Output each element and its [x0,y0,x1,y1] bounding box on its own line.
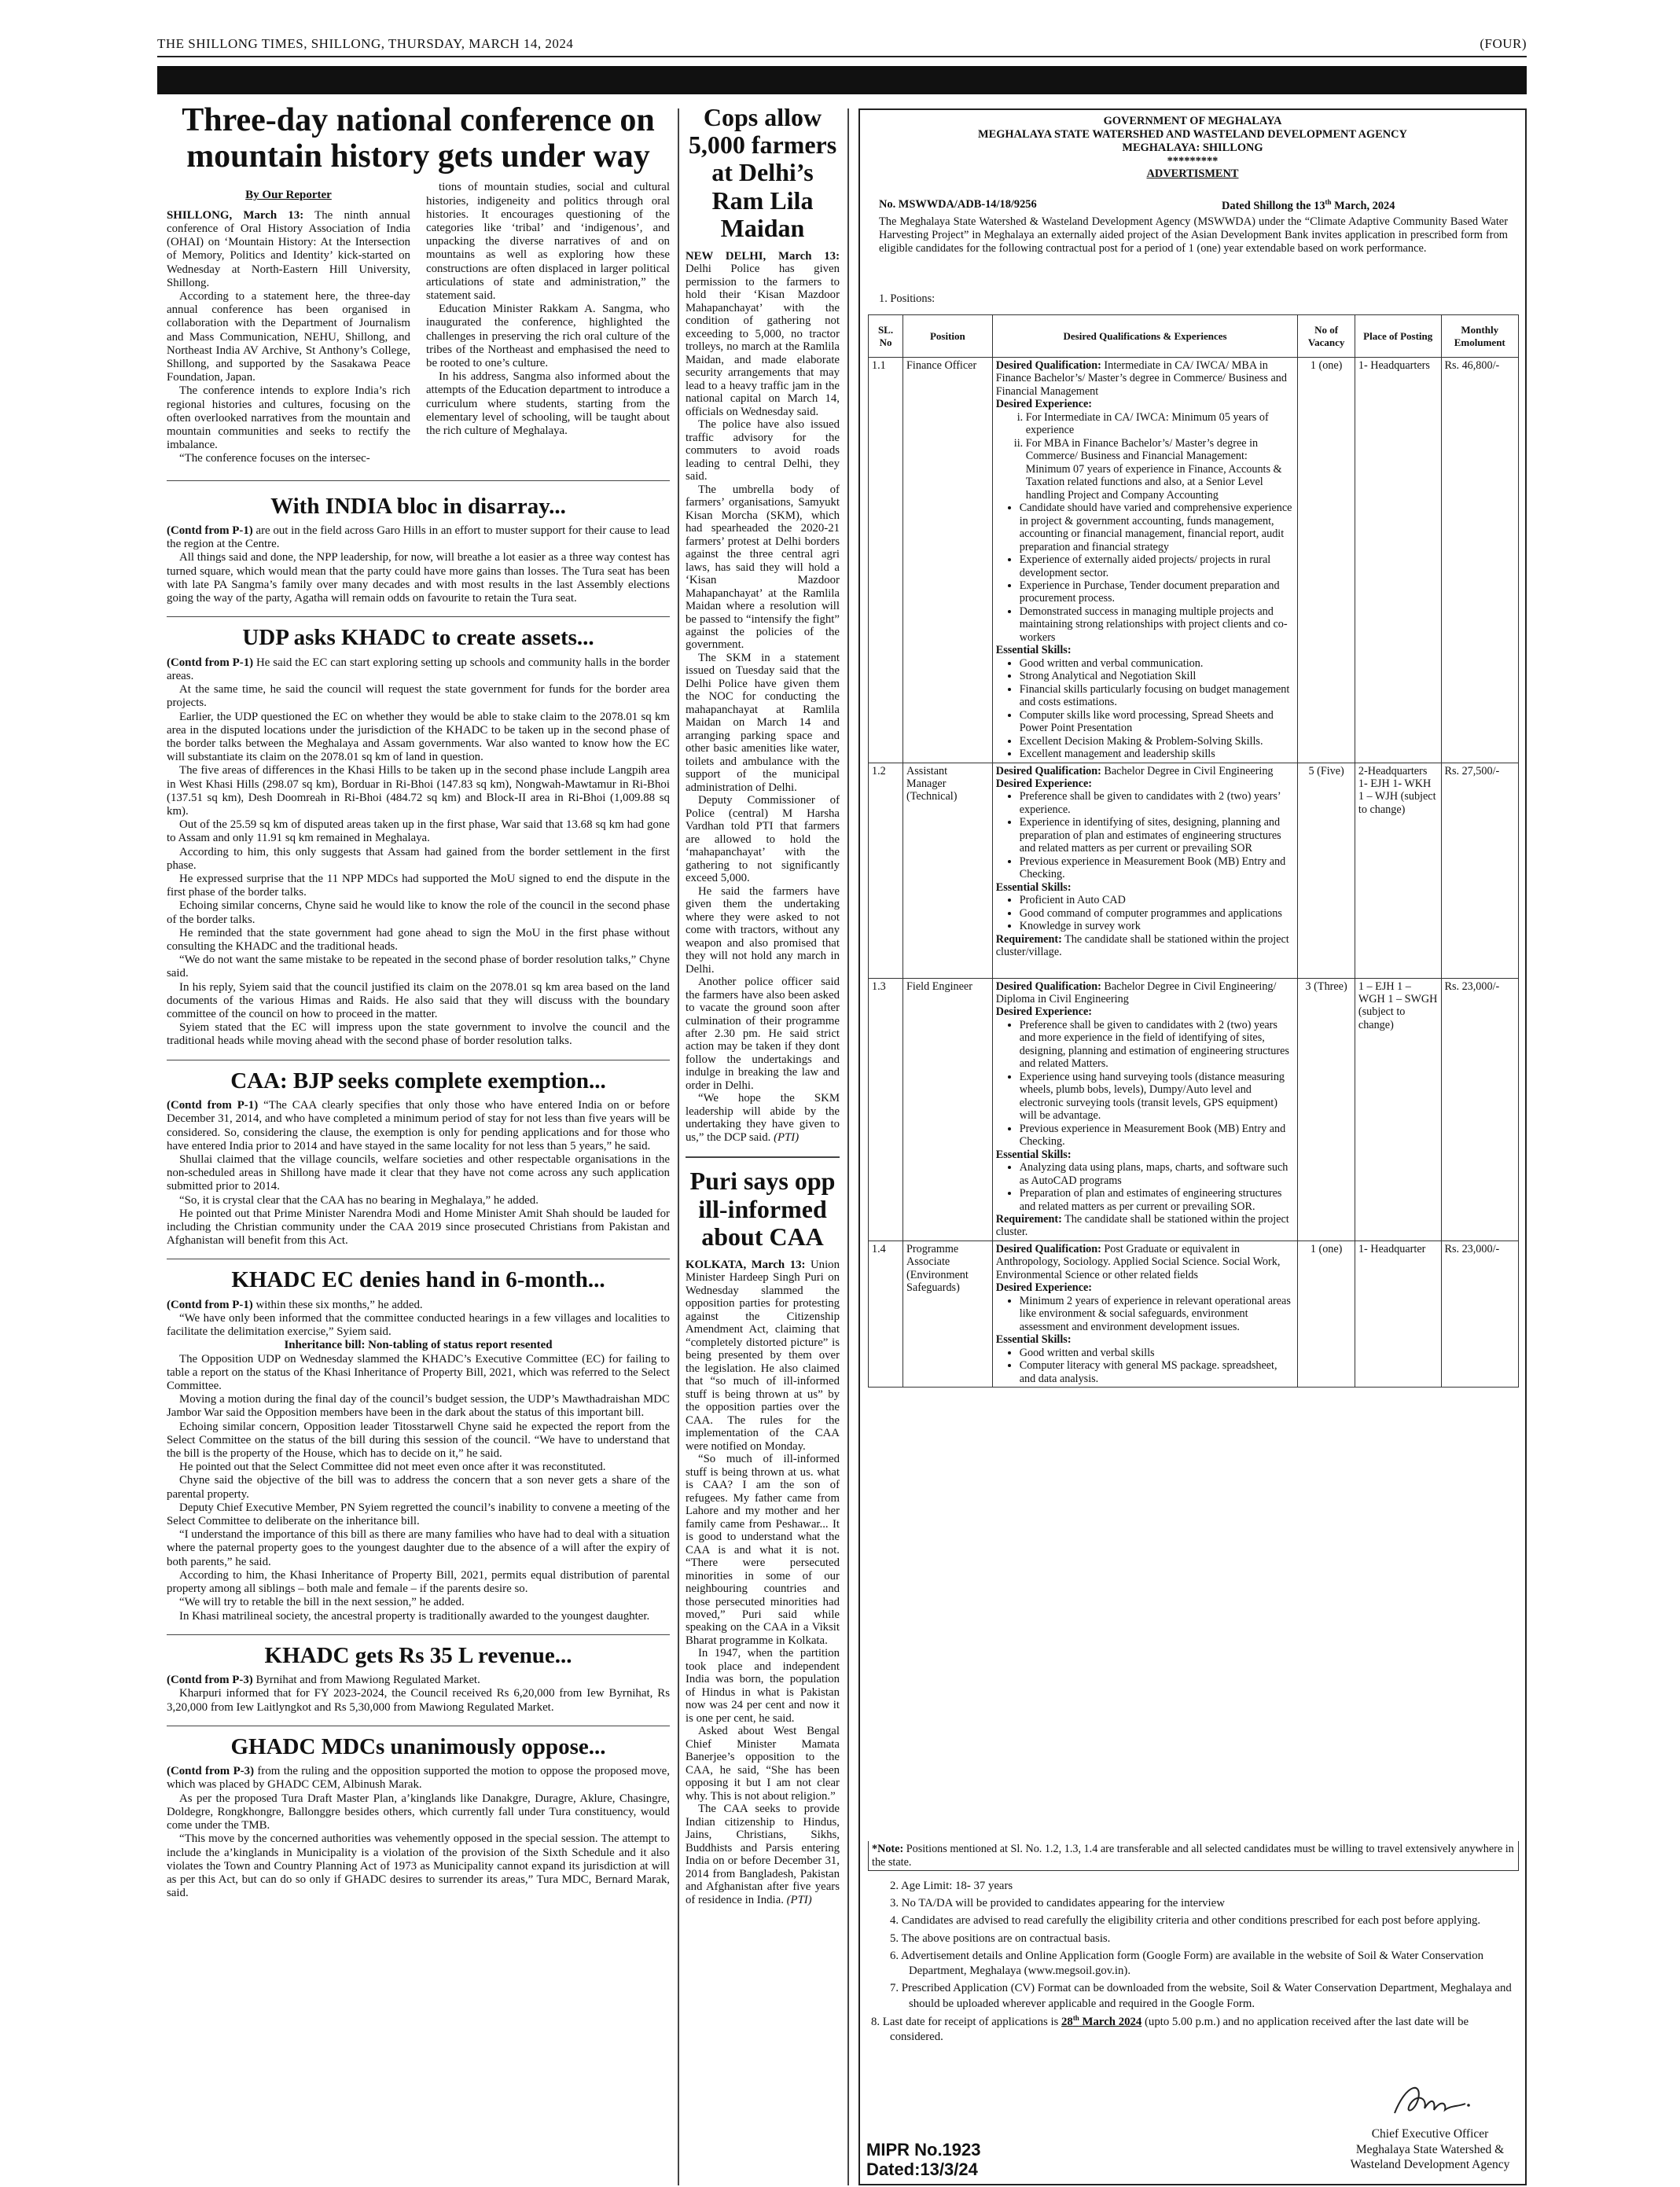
paragraph-text: He expressed surprise that the 11 NPP MDCs had supported the MoU signed to end the dispute in the first phase of the border talks. [167,872,670,899]
dateline: KOLKATA, March 13: [686,1258,806,1271]
qualification-text: Bachelor Degree in Civil Engineering/ Diploma in Civil Engineering [995,980,1277,1005]
skill-item: • Excellent Decision Making & Problem-Solving Skills. [1020,735,1295,748]
cell-sl: 1.1 [869,358,903,763]
paragraph-text: Union Minister Hardeep Singh Puri on Wednesday slammed the opposition parties for protesting against the Citizenship Amendment Act, claiming that “completely distorted picture” is being presented by them over the legislation. He also claimed that “so much of ill-informed stuff is being thrown at us” by the opposition parties over the CAA. The rules for the implementation of the CAA were notified on Monday. [686,1258,840,1453]
paragraph [167,452,410,465]
paragraph-text: In his address, Sangma also informed about the attempts of the Education department to introduce a curriculum where students, starting from the elementary level of schooling, will be taught about the rich culture of Meghalaya. [426,370,670,438]
paragraph [167,1194,670,1207]
masthead-title: THE SHILLONG TIMES, SHILLONG, THURSDAY, MARCH 14, 2024 [157,36,574,51]
story-divider [167,480,670,481]
paragraph [686,976,840,1092]
skill-item: • Good command of computer programmes and applications [1020,907,1295,920]
paragraph [167,384,410,452]
lead-col-2 [426,181,670,465]
story-headline: CAA: BJP seeks complete exemption... [230,1068,606,1094]
paragraph-text: Deputy Commissioner of Police (central) M Harsha Vardhan told PTI that farmers are allowed to hold the ‘mahapanchayat’ with the gathering to not significantly exceed 5,000. [686,794,840,885]
paragraph-text: According to him, this only suggests that Assam had gained from the border settlement in the first phase. [167,845,670,872]
middle-section [686,104,840,1906]
requirement-label: Requirement: [995,932,1062,946]
paragraph [167,846,670,873]
ad-date: Dated Shillong the 13th March, 2024 [1222,198,1395,212]
paragraph-text: In his reply, Syiem said that the council justified its claim on the 2078.01 sq km area based on the land documents of the various Himas and Raids. He also said that they will discuss with the boundary committee of the council on how to proceed in the matter. [167,980,670,1021]
paragraph-text: He pointed out that Prime Minister Narendra Modi and Home Minister Amit Shah should be lauded for including the Christian community under the CAA 2019 since prosecuted Christians from Pakistan and Afghanistan will benefit from this Act. [167,1207,670,1248]
experience-item: • Experience of externally aided projects/ projects in rural development sector. [1020,553,1295,579]
paragraph [167,1353,670,1394]
skills-list [1020,894,1295,932]
condition-item: 4. Candidates are advised to read carefully the eligibility criteria and other conditions prescribed for each post before applying. [890,1914,1481,1928]
signature-image [1387,2075,1473,2123]
cell-position: Programme Associate (Environment Safeguards) [903,1241,993,1387]
paragraph [167,1393,670,1420]
skills-label: Essential Skills: [995,880,1072,894]
paragraph [167,1610,670,1623]
paragraph [686,1803,840,1906]
requirement-text: The candidate shall be stationed within the project cluster/village. [995,932,1289,959]
experience-item: • Previous experience in Measurement Book (MB) Entry and Checking. [1020,1123,1295,1149]
cell-sl: 1.3 [869,978,903,1241]
story-headline: UDP asks KHADC to create assets... [242,625,594,651]
black-banner [157,66,1527,94]
skills-list [1020,657,1295,761]
signatory-title: Chief Executive Officer [1371,2127,1489,2141]
experience-item: • Candidate should have varied and comprehensive experience in project & government accounting, funds management, accounting or financial management, financial report, audit preparation and financial strategy [1020,502,1295,553]
paragraph [686,1725,840,1803]
paragraph-text: Another police officer said the farmers have also been asked to vacate the ground soon after culmination of their programme after 2.30 pm. He said strict action may be taken if they dont follow the undertakings and indulge in breaking the law and order in Delhi. [686,976,840,1092]
paragraph [167,1832,670,1900]
paragraph [167,1461,670,1474]
cell-position: Assistant Manager (Technical) [903,763,993,978]
cell-vacancy: 1 (one) [1298,358,1355,763]
condition-item: 3. No TA/DA will be provided to candidates appearing for the interview [890,1897,1225,1910]
cell-vacancy: 1 (one) [1298,1241,1355,1387]
paragraph-text: tions of mountain studies, social and cultural histories, indigeneity and politics through oral histories. It encourages questioning of the categories like ‘tribal’ and ‘indigenous’, and unpacking the diverse narratives of and on mountains as well as exploring how these constructions are often displaced in larger political articulations of state and administration,” the statement said. [426,181,670,302]
cell-emolument: Rs. 23,000/- [1441,978,1519,1241]
story-body [167,1765,670,1900]
paragraph [167,1021,670,1048]
mipr-number: MIPR No.1923 [866,2140,981,2159]
paragraph-text: The Opposition UDP on Wednesday slammed the KHADC’s Executive Committee (EC) for failing to table a report on the status of the Khasi Inheritance of Property Bill, 2021, which was referred to the Select Committee. [167,1352,670,1393]
experience-item: • Previous experience in Measurement Book (MB) Entry and Checking. [1020,855,1295,881]
dateline: SHILLONG, March 13: [167,208,304,222]
experience-label: Desired Experience: [995,777,1093,790]
advertisement [858,108,1527,2185]
requirement [996,1213,1295,1239]
paragraph-text: The conference intends to explore India’s rich regional histories and cultures, focusing on the often overlooked narratives from the mountain and mountain communities and seeks to rectify the imbalance. [167,384,410,452]
story-headline: With INDIA bloc in disarray... [270,493,566,519]
paragraph [686,483,840,652]
ad-note: *Note: Positions mentioned at Sl. No. 1.2, 1.3, 1.4 are transferable and all selected candidates must be willing to travel extensively anywhere in the state. [868,1841,1519,1871]
paragraph [167,764,670,818]
skill-item: • Financial skills particularly focusing on budget management and costs estimations. [1020,683,1295,709]
experience-item: i. For Intermediate in CA/ IWCA: Minimum 05 years of experience [1026,411,1295,437]
paragraph-text: Moving a motion during the final day of the council’s budget session, the UDP’s Mawthadraishan MDC Jambor War said the Opposition members have been in the dark about the status of this important bill. [167,1393,670,1420]
paragraph-text: The ninth annual conference of Oral History Association of India (OHAI) on ‘Mountain History: At the Intersection of Memory, Politics and Identity’ kick-started on Wednesday at North-Eastern Hill University, Shillong. [167,208,410,289]
paragraph-text: Chyne said the objective of the bill was to address the concern that a son never gets a share of the parental property. [167,1474,670,1501]
paragraph-text: “The CAA clearly specifies that only those who have entered India on or before December 31, 2014, and who have completed a minimum period of stay for not less than five years will be considered. So, considering the clause, the exemption is only for pending applications and for those who have entered India prior to 2014 and have stayed in the same locality for not less than 5 years,” he said. [167,1099,671,1152]
cops-headline: Cops allow 5,000 farmers at Delhi’s Ram Lila Maidan [688,103,837,242]
skill-item: • Good written and verbal skills [1020,1347,1295,1359]
paragraph [167,1596,670,1609]
skill-item: • Proficient in Auto CAD [1020,894,1295,906]
paragraph [167,954,670,980]
qualification-text: Post Graduate or equivalent in Anthropology, Sociology. Applied Social Science. Social Work, Environmental Science or other related fields [995,1242,1281,1281]
skill-item: • Knowledge in survey work [1020,920,1295,932]
condition-item: 7. Prescribed Application (CV) Format can be downloaded from the website, Soil & Water Conservation Department, Meghalaya and should be uploaded wherever applicable and required in the Google Form. [890,1982,1512,2010]
story-headline: GHADC MDCs unanimously oppose... [230,1733,606,1759]
paragraph-text: At the same time, he said the council will request the state government for funds for the border area projects. [167,683,670,710]
skill-item: • Excellent management and leadership skills [1020,748,1295,760]
paragraph [167,1099,670,1153]
cell-emolument: Rs. 27,500/- [1441,763,1519,978]
contd-label: (Contd from P-1) [167,1099,259,1112]
experience-item: • Minimum 2 years of experience in relevant operational areas like environment & social safeguards, environment assessment and environment development issues. [1020,1295,1295,1333]
paragraph-text: “This move by the concerned authorities was vehemently opposed in the special session. The attempt to include the a’kinglands in Municipality is a violation of the provision of the Sixth Schedule and it also violates the Town and Country Planning Act of 1973 as Municipality cannot expand its jurisdiction at will as per this Act, but can do so only if GHADC desires to surrender its areas,” Tura MDC, Bernard Marak, said. [167,1832,670,1900]
paragraph [686,1647,840,1725]
paragraph-text: The umbrella body of farmers’ organisations, Samyukt Kisan Morcha (SKM), which had spearheaded the 2020-21 farmers’ protest at Delhi borders against the three central agri laws, has said they will hold a ‘Kisan Mazdoor Mahapanchayat’ at the Ramlila Maidan where a resolution will be passed to “intensify the fight” against the policies of the government. [686,483,840,652]
ad-intro: The Meghalaya State Watershed & Wasteland Development Agency (MSWWDA) under the “Climate Adaptive Community Based Water Harvesting Project” in Meghalaya an externally aided project of the Asian Development Bank invites application in prescribed form from eligible candidates for the following contractual post for a period of 1 (one) year extendable based on work performance. [879,215,1508,255]
paragraph [426,370,670,438]
table-header: Place of Posting [1355,315,1441,358]
paragraph-text: “So, it is crystal clear that the CAA has no bearing in Meghalaya,” he added. [179,1193,539,1207]
skills-list [1020,1161,1295,1213]
lead-headline: Three-day national conference on mountain history gets under way [182,102,655,175]
ad-agency: MEGHALAYA STATE WATERSHED AND WASTELAND DEVELOPMENT AGENCY [978,127,1407,141]
paragraph-text: The SKM in a statement issued on Tuesday said that the Delhi Police have given them the NOC for conducting the mahapanchayat at Ramlila Maidan on March 14 and arranging parking space and other basic amenities like water, toilets and ambulance with the support of the municipal administration of Delhi. [686,651,840,794]
byline: By Our Reporter [245,189,332,202]
paragraph [686,1453,840,1647]
paragraph-text: Deputy Chief Executive Member, PN Syiem regretted the council’s inability to convene a meeting of the Select Committee to deliberate on the inheritance bill. [167,1501,670,1528]
paragraph [167,1569,670,1596]
paragraph-text: “I understand the importance of this bill as there are many families who have had to deal with a situation where the paternal property goes to the youngest daughter due to the absence of a will after the expiry of both parents,” he said. [167,1528,670,1568]
paragraph [167,1153,670,1194]
cell-position: Finance Officer [903,358,993,763]
table-header: Position [903,315,993,358]
signatory-org: Meghalaya State Watershed & Wasteland Development Agency [1350,2142,1510,2172]
qualification-text: Intermediate in CA/ IWCA/ MBA in Finance Bachelor’s/ Master’s degree in Commerce/ Business and Financial Management [995,359,1287,398]
paragraph-text: In 1947, when the partition took place and independent India was born, the population of Hindus in what is Pakistan now was 24 per cent and now it is one per cent, he said. [686,1647,840,1725]
paragraph [167,656,670,683]
story-divider [686,1156,840,1158]
experience-item: • Experience in Purchase, Tender document preparation and procurement process. [1020,579,1295,605]
table-header: Desired Qualifications & Experiences [992,315,1298,358]
table-header: No of Vacancy [1298,315,1355,358]
skills-label: Essential Skills: [995,1333,1072,1347]
paragraph [167,873,670,899]
experience-roman-list [1026,411,1295,502]
paragraph [167,927,670,954]
paragraph [167,1312,670,1339]
table-header: SL. No [869,315,903,358]
cell-qualifications [992,1241,1298,1387]
paragraph [426,181,670,303]
table-header: Monthly Emolument [1441,315,1519,358]
paragraph [167,1792,670,1833]
agency-tag: (PTI) [774,1130,800,1144]
cell-qualifications [992,358,1298,763]
paragraph [167,290,410,384]
paragraph-text: He said the EC can start exploring setting up schools and community halls in the border areas. [167,656,671,682]
signature-block [1340,2075,1520,2173]
story-divider [167,616,670,617]
experience-item: • Preference shall be given to candidates with 2 (two) years and more experience in the field of identifying of sites, designing, planning and estimation of engineering structures and related Matters. [1020,1019,1295,1071]
cell-vacancy: 3 (Three) [1298,978,1355,1241]
paragraph-text: The police have also issued traffic advisory for the commuters to avoid roads leading to central Delhi, they said. [686,418,840,483]
paragraph [167,683,670,710]
experience-item: ii. For MBA in Finance Bachelor’s/ Master’s degree in Commerce/ Business and Financial Management: Minimum 07 years of experience in Finance, Accounts & Taxation related functions and also, at a Senior Level handling Project and Company Accounting [1026,437,1295,502]
paragraph [167,1501,670,1528]
paragraph-text: “So much of ill-informed stuff is being thrown at us. what is CAA? I am the son of refugees. My father came from Lahore and my mother and her family came from Peshawar... It is good to understand what the CAA is and what it is not. “There were persecuted minorities in some of our neighbouring countries and those persecuted minorities had moved,” Puri said while speaking on the CAA in a Viksit Bharat programme in Kolkata. [686,1453,840,1647]
paragraph-text: are out in the field across Garo Hills in an effort to muster support for their cause to lead the region at the Centre. [167,524,670,551]
contd-label: (Contd from P-1) [167,656,254,669]
cell-emolument: Rs. 23,000/- [1441,1241,1519,1387]
table-row [869,763,1519,978]
paragraph [686,1092,840,1144]
experience-item: • Demonstrated success in managing multiple projects and maintaining strong relationships with project clients and co-workers [1020,605,1295,644]
paragraph-text: from the ruling and the opposition supported the motion to oppose the proposed move, which was placed by GHADC CEM, Albinush Marak. [167,1765,671,1792]
paragraph [167,818,670,845]
qualification [996,359,1295,398]
skills-list [1020,1347,1295,1385]
paragraph [686,794,840,884]
mipr-date: Dated:13/3/24 [866,2159,978,2180]
subheading: Inheritance bill: Non-tabling of status report resented [284,1339,553,1352]
paragraph-text: “We do not want the same mistake to be repeated in the second phase of border resolution talks,” Chyne said. [167,954,670,980]
ad-org: GOVERNMENT OF MEGHALAYA [1103,115,1282,127]
paragraph-text: As per the proposed Tura Draft Master Plan, a’kinglands like Danakgre, Duragre, Aklure, Chasingre, Doldegre, Rongkhongre, Ballonggre besides others, which currently fall under Tura constituency, would come under the TMB. [167,1792,670,1832]
skill-item: • Preparation of plan and estimates of engineering structures and related matters as per current or prevailing SOR. [1020,1187,1295,1213]
qualification-label: Desired Qualification: [995,359,1101,372]
paragraph [686,418,840,483]
experience-label: Desired Experience: [995,1281,1093,1295]
requirement-text: The candidate shall be stationed within the project cluster. [995,1212,1289,1239]
contd-label: (Contd from P-1) [167,524,253,538]
paragraph-text: Shullai claimed that the village councils, welfare societies and other respectable organisations in the non-scheduled areas in Shillong have made it clear that they have not come across any such application submitted prior to 2014. [167,1152,670,1193]
mipr-block [866,2140,981,2180]
experience-list [1020,1019,1295,1149]
qualification [996,765,1295,777]
paragraph-text: Out of the 25.59 sq km of disputed areas taken up in the first phase, War said that 13.68 sq km had gone to Assam and only 11.91 sq km remained in Meghalaya. [167,818,670,845]
cell-vacancy: 5 (Five) [1298,763,1355,978]
masthead-rule [157,56,1527,57]
story-headline: KHADC EC denies hand in 6-month... [231,1267,605,1293]
cell-emolument: Rs. 46,800/- [1441,358,1519,763]
table-row [869,358,1519,763]
cell-sl: 1.4 [869,1241,903,1387]
cell-qualifications [992,763,1298,978]
skill-item: • Computer skills like word processing, Spread Sheets and Power Point Presentation [1020,709,1295,735]
experience-label: Desired Experience: [995,398,1093,411]
condition-item: 2. Age Limit: 18- 37 years [890,1880,1013,1892]
paragraph-text: He pointed out that the Select Committee did not meet even once after it was reconstituted. [179,1461,606,1474]
paragraph-text: Kharpuri informed that for FY 2023-2024, the Council received Rs 6,20,000 from Iew Byrnihat, Rs 3,20,000 from Iew Laitlyngkot and Rs 5,30,000 from Mawiong Regulated Market. [167,1687,670,1714]
ad-stars: ********* [1167,154,1219,167]
paragraph-text: Syiem stated that the EC will impress upon the state government to involve the council and the traditional heads while moving ahead with the second phase of border resolution talks. [167,1021,670,1048]
paragraph-text: Earlier, the UDP questioned the EC on whether they would be able to stake claim to the 2078.01 sq km area in the disputed locations under the jurisdiction of the KHADC to be taken up in the second phase of the border talks between the Meghalaya and Assam governments. War also wanted to know how the EC will substantiate its claim on the 2078.01 sq km of land in question. [167,710,670,764]
paragraph-text: “We have only been informed that the committee conducted hearings in a few villages and localities to facilitate the delimitation exercise,” Syiem said. [167,1312,670,1339]
condition-item: 5. The above positions are on contractual basis. [890,1932,1111,1945]
paragraph-text: The CAA seeks to provide Indian citizenship to Hindus, Jains, Christians, Sikhs, Buddhists and Parsis entering India on or before December 31, 2014 from Bangladesh, Pakistan and Afghanistan after five years of residence in India. [686,1803,840,1906]
contd-label: (Contd from P-1) [167,1298,253,1311]
story-headline: KHADC gets Rs 35 L revenue... [264,1642,572,1668]
condition-item: 6. Advertisement details and Online Application form (Google Form) are available in the website of Soil & Water Conservation Department, Meghalaya (www.megsoil.gov.in). [890,1949,1484,1978]
story-divider [167,1634,670,1635]
qualification [996,980,1295,1006]
table-row [869,1241,1519,1387]
skills-label: Essential Skills: [995,1148,1072,1161]
paragraph [686,652,840,794]
paragraph-text: All things said and done, the NPP leadership, for now, will breathe a lot easier as a three way contest has turned square, which would mean that the party could have more gains than losses. The Tura seat has been with late PA Sangma’s family over many decades and with most results in the last Assembly elections going the way of the party, Agatha will remain odds on favourite to retain the Tura seat. [167,551,670,605]
story-body [167,656,670,1049]
paragraph [167,1474,670,1501]
condition-item: 8. Last date for receipt of applications is 28th March 2024 (upto 5.00 p.m.) and no application received after the last date will be considered. [871,2013,1469,2044]
cell-posting: 1- Headquarters [1355,358,1441,763]
experience-list [1020,790,1295,880]
qualification-label: Desired Qualification: [995,1242,1101,1255]
cell-position: Field Engineer [903,978,993,1241]
table-row [869,978,1519,1241]
ad-positions-label: 1. Positions: [879,292,936,305]
paragraph-text: Delhi Police has given permission to the farmers to hold their ‘Kisan Mazdoor Mahapanchayat’ with the condition of gathering not exceeding to 5,000, no tractor trolleys, no march at the Ramlila Maidan, and made elaborate security arrangements that may lead to a heavy traffic jam in the national capital on March 14, officials on Wednesday said. [686,263,840,418]
paragraph-text: within these six months,” he added. [252,1298,423,1311]
paragraph [167,981,670,1022]
paragraph [686,250,840,418]
paragraph-text: “We hope the SKM leadership will abide by the undertaking they have given to us,” the DCP said. [686,1092,840,1144]
paragraph [686,885,840,976]
story-body [167,1099,670,1248]
experience-item: • Experience using hand surveying tools (distance measuring wheels, plumb bobs, levels), Dumpy/Auto level and electronic surveying tools (transit levels, GPS equipment) will be advantage. [1020,1071,1295,1123]
left-section [167,101,670,1900]
paragraph-text: Asked about West Bengal Chief Minister Mamata Banerjee’s opposition to the CAA, he said, “She has been opposing it but I am not clear why. This is not about religion.” [686,1725,840,1803]
paragraph-text: “We will try to retable the bill in the next session,” he added. [179,1596,465,1609]
qualification-label: Desired Qualification: [995,980,1101,993]
page-number: (FOUR) [1480,36,1527,51]
agency-tag: (PTI) [786,1893,812,1906]
paragraph-text: Echoing similar concern, Opposition leader Titosstarwell Chyne said he expected the report from the Select Committee on the status of the bill during this session of the council. “We have to understand that the bill is the property of the House, which has to decide on it,” he said. [167,1420,670,1461]
experience-item: • Experience in identifying of sites, designing, planning and preparation of plan and estimates of engineering structures and related matters as per current or prevailing SOR [1020,816,1295,855]
paragraph [167,1528,670,1569]
paragraph [426,303,670,370]
skill-item: • Analyzing data using plans, maps, charts, and software such as AutoCAD programs [1020,1161,1295,1187]
paragraph [167,524,670,551]
paragraph-text: “The conference focuses on the intersec- [179,452,370,465]
paragraph [167,551,670,605]
paragraph-text: The five areas of differences in the Khasi Hills to be taken up in the second phase include Langpih area in West Khasi Hills (298.07 sq km), Borduar in Ri-Bhoi (147.83 sq km), Nongwah-Mawtamur in Ri-Bhoi (137.51 sq km), Desh Doomreah in Ri-Bhoi (484.72 sq km) and Block-II area in Ri-Bhoi (1,009.88 sq km). [167,764,670,818]
paragraph [167,899,670,926]
positions-table [868,314,1519,1388]
story-body [167,1299,670,1623]
skill-item: • Strong Analytical and Negotiation Skill [1020,670,1295,682]
story-body [167,1674,670,1715]
paragraph-text: In Khasi matrilineal society, the ancestral property is traditionally awarded to the youngest daughter. [179,1609,650,1623]
cell-qualifications [992,978,1298,1241]
ad-title: ADVERTISMENT [1146,167,1239,181]
contd-label: (Contd from P-3) [167,1674,253,1687]
ad-conditions [871,1879,1517,2047]
experience-list [1020,1295,1295,1333]
paragraph [167,1687,670,1714]
experience-list [1020,502,1295,644]
paragraph-text: Echoing similar concerns, Chyne said he would like to know the role of the council in the second phase of the border talks. [167,899,670,926]
masthead [157,36,1527,53]
column-divider [678,108,679,2185]
paragraph [167,209,410,290]
paragraph [167,1207,670,1248]
paragraph-text: He reminded that the state government had gone ahead to sign the MoU in the first phase without consulting the KHADC and the traditional heads. [167,926,670,953]
paragraph [167,1421,670,1461]
paragraph-text: Byrnihat and from Mawiong Regulated Market. [252,1674,480,1687]
story-body [167,524,670,605]
paragraph [167,1765,670,1792]
experience-item: • Preference shall be given to candidates with 2 (two) years’ experience. [1020,790,1295,816]
paragraph [167,1299,670,1312]
qualification [996,1243,1295,1281]
paragraph-text: According to a statement here, the three-day annual conference has been organised in collaboration with the Department of Journalism and Mass Communication, NEHU, Shillong, and Northeast India AV Archive, St Anthony’s College, Shillong, and supported by the Sasakawa Peace Foundation, Japan. [167,289,410,384]
skills-label: Essential Skills: [995,644,1072,657]
experience-label: Desired Experience: [995,1005,1093,1019]
paragraph-text: He said the farmers have given them the undertaking where they were asked to not come with tractors, without any weapon and also promised that they will not hold any march in Delhi. [686,884,840,976]
paragraph-text: Education Minister Rakkam A. Sangma, who inaugurated the conference, highlighted the challenges in preserving the rich oral culture of the tribes of the Northeast and emphasised the need to be rooted to one’s culture. [426,303,670,370]
cell-sl: 1.2 [869,763,903,978]
skill-item: • Computer literacy with general MS package. spreadsheet, and data analysis. [1020,1359,1295,1385]
paragraph [686,1259,840,1453]
lead-col-1 [167,181,410,465]
cell-posting: 1 – EJH 1 – WGH 1 – SWGH (subject to change) [1355,978,1441,1241]
skill-item: • Good written and verbal communication. [1020,657,1295,670]
dateline: NEW DELHI, March 13: [686,249,840,263]
requirement-label: Requirement: [995,1212,1062,1226]
paragraph [167,711,670,765]
puri-headline: Puri says opp ill-informed about CAA [689,1167,836,1251]
requirement [996,933,1295,959]
ad-location: MEGHALAYA: SHILLONG [1122,141,1263,154]
column-divider [847,108,849,2185]
paragraph [167,1674,670,1687]
cell-posting: 1- Headquarter [1355,1241,1441,1387]
cell-posting: 2-Headquarters 1- EJH 1- WKH 1 – WJH (subject to change) [1355,763,1441,978]
qualification-label: Desired Qualification: [995,764,1101,777]
qualification-text: Bachelor Degree in Civil Engineering [1101,764,1274,777]
ad-ref-no: No. MSWWDA/ADB-14/18/9256 [879,198,1037,211]
paragraph-text: According to him, the Khasi Inheritance of Property Bill, 2021, permits equal distribution of parental property among all siblings – both male and female – if the parents desire so. [167,1568,670,1596]
contd-label: (Contd from P-3) [167,1765,255,1778]
